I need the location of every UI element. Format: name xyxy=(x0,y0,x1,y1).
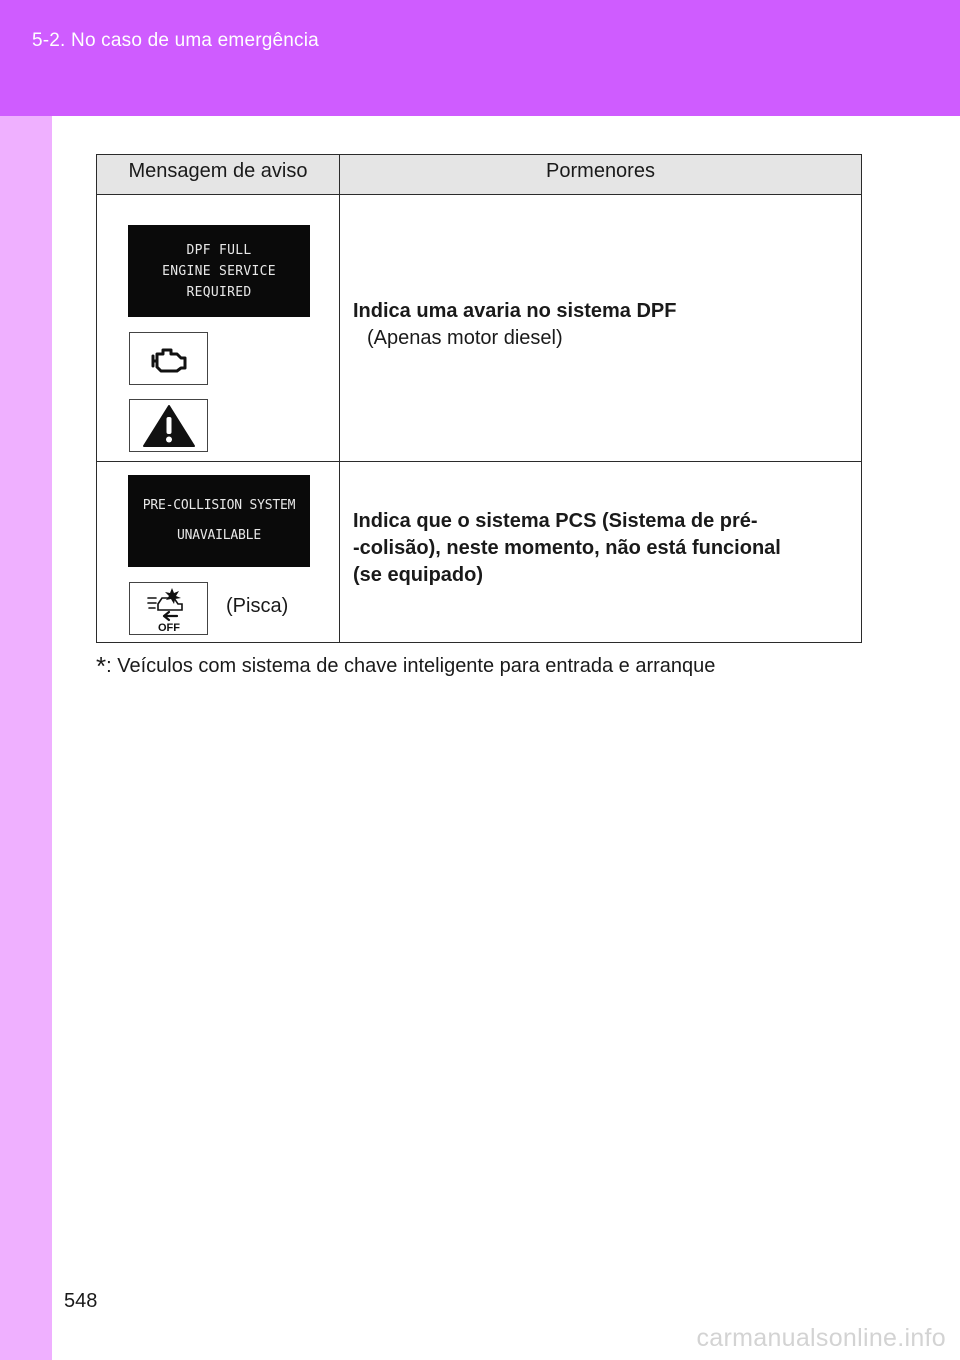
detail-title-line: Indica que o sistema PCS (Sistema de pré- xyxy=(353,510,758,532)
header-band xyxy=(0,0,960,116)
warning-triangle-icon xyxy=(129,399,208,452)
watermark: carmanualsonline.info xyxy=(696,1324,946,1352)
lcd-line: UNAVAILABLE xyxy=(177,528,261,543)
dpf-lcd-display xyxy=(128,225,310,317)
detail-title-line: -colisão), neste momento, não está funcional xyxy=(353,537,781,559)
detail-title-line: (se equipado) xyxy=(353,564,484,586)
pcs-off-icon xyxy=(129,582,208,635)
warning-message-table xyxy=(96,154,862,643)
footnote-marker: * xyxy=(96,651,107,681)
page-number: 548 xyxy=(64,1290,98,1312)
message-cell xyxy=(97,195,340,462)
detail-title xyxy=(353,508,823,589)
lcd-line: DPF FULL xyxy=(186,242,252,258)
footnote-text: : Veículos com sistema de chave inteligente para entrada e arranque xyxy=(106,655,716,677)
lcd-line: PRE-COLLISION SYSTEM xyxy=(142,498,296,513)
engine-check-icon xyxy=(129,332,208,385)
side-strip xyxy=(0,116,52,1360)
column-header-details: Pormenores xyxy=(340,155,862,195)
message-cell xyxy=(97,462,340,643)
table-row xyxy=(97,462,862,643)
flash-note: (Pisca) xyxy=(226,595,289,617)
section-title: 5-2. No caso de uma emergência xyxy=(32,30,319,51)
table-header-row xyxy=(97,155,862,195)
details-cell xyxy=(340,462,862,643)
detail-note: (Apenas motor diesel) xyxy=(367,327,563,349)
column-header-message: Mensagem de aviso xyxy=(97,155,340,195)
footnote xyxy=(96,648,715,679)
details-cell xyxy=(340,195,862,462)
pcs-lcd-display xyxy=(128,475,310,567)
lcd-line: ENGINE SERVICE xyxy=(162,263,276,279)
lcd-line: REQUIRED xyxy=(186,284,252,300)
detail-title: Indica uma avaria no sistema DPF xyxy=(353,300,677,322)
table-row xyxy=(97,195,862,462)
svg-text:OFF: OFF xyxy=(157,621,180,632)
